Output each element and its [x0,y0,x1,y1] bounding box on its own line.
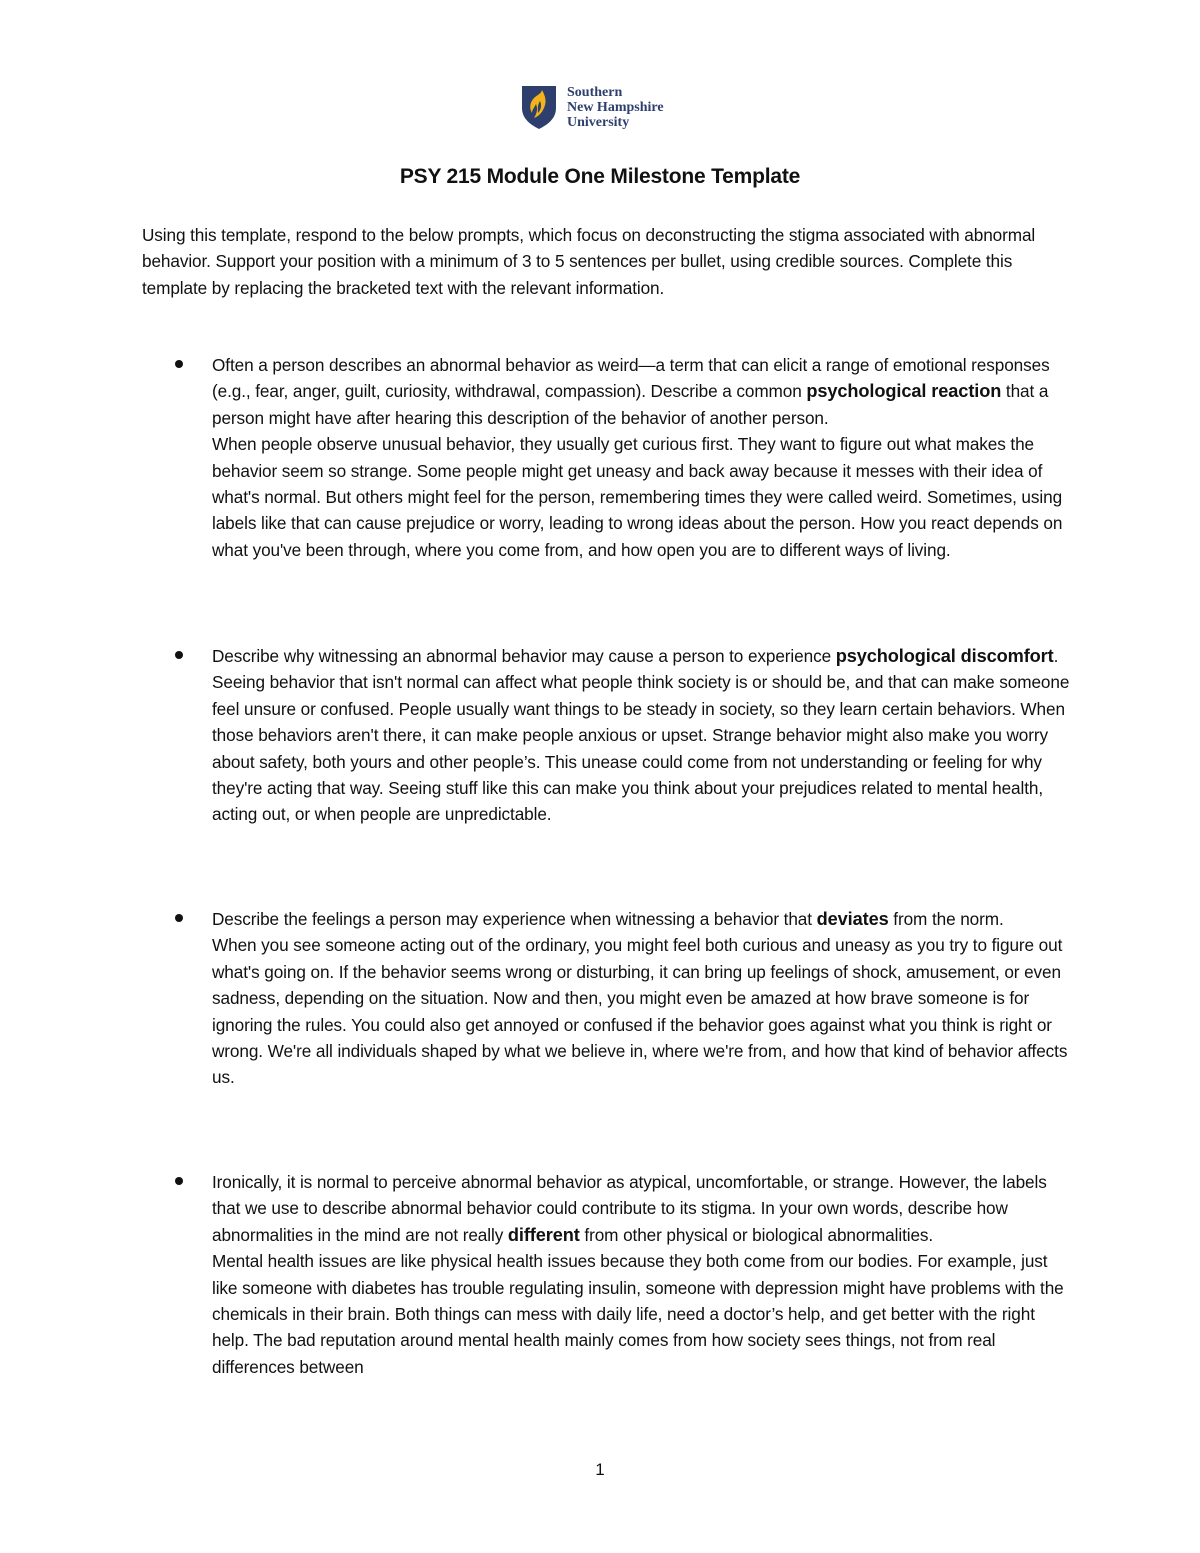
bullet-prompt: Often a person describes an abnormal behavior as weird—a term that can elicit a range of emotional responses (e.g., fear, anger, guilt, curiosity, withdrawal, compassion). Describe a common psychological reaction that a person might have after hearing this description of the behavior of another person. [212,355,1050,428]
bullet-prompt: Describe why witnessing an abnormal behavior may cause a person to experience psychological discomfort. [212,646,1059,666]
bullet-item [212,352,1070,563]
bullet-item [212,643,1070,828]
bullet-response: When people observe unusual behavior, they usually get curious first. They want to figure out what makes the behavior seem so strange. Some people might get uneasy and back away because it messes with their idea of what's normal. But others might feel for the person, remembering times they were called weird. Sometimes, using labels like that can cause prejudice or worry, leading to wrong ideas about the person. How you react depends on what you've been through, where you come from, and how open you are to different ways of living. [212,434,1063,560]
prompt-keyword: psychological reaction [806,381,1002,402]
page-title: PSY 215 Module One Milestone Template [399,165,801,188]
bullet-dot [175,1177,183,1185]
logo-line-1: Southern [567,85,623,100]
prompt-keyword: psychological discomfort [835,646,1054,666]
bullet-prompt: Ironically, it is normal to perceive abnormal behavior as atypical, uncomfortable, or strange. However, the labels that we use to describe abnormal behavior could contribute to its stigma. In your own words, describe how abnormalities in the mind are not really different from other physical or biological abnormalities. [212,1172,1047,1245]
page-number: 1 [595,1460,605,1479]
intro-paragraph: Using this template, respond to the below prompts, which focus on deconstructing the stigma associated with abnormal behavior. Support your position with a minimum of 3 to 5 sentences per bullet, using credible sources. Complete this template by replacing the bracketed text with the relevant information. [142,225,1036,298]
bullet-item [212,1169,1070,1380]
logo-line-2: New Hampshire [567,100,664,115]
university-logo [520,84,664,130]
bullet-item [212,906,1070,1091]
bullet-response: When you see someone acting out of the ordinary, you might feel both curious and uneasy as you try to figure out what's going on. If the behavior seems wrong or disturbing, it can bring up feelings of shock, amusement, or even sadness, depending on the situation. Now and then, you might even be amazed at how brave someone is for ignoring the rules. You could also get annoyed or confused if the behavior goes against what you think is right or wrong. We're all individuals shaped by what we believe in, where we're from, and how that kind of behavior affects us. [212,935,1068,1088]
bullet-dot [175,651,183,659]
shield-flame-icon [520,84,558,130]
bullet-response: Mental health issues are like physical health issues because they both come from our bodies. For example, just like someone with diabetes has trouble regulating insulin, someone with depression might have problems with the chemicals in their brain. Both things can mess with daily life, need a doctor’s help, and get better with the right help. The bad reputation around mental health mainly comes from how society sees things, not from real differences between [212,1251,1064,1377]
bullet-dot [175,914,183,922]
prompt-keyword: different [507,1224,580,1245]
bullet-response: Seeing behavior that isn't normal can affect what people think society is or should be, and that can make someone feel unsure or confused. People usually want things to be steady in society, so they learn certain behaviors. When those behaviors aren't there, it can make people anxious or upset. Strange behavior might also make you worry about safety, both yours and other people’s. This unease could come from not understanding or feeling for why they're acting that way. Seeing stuff like this can make you think about your prejudices related to mental health, acting out, or when people are unpredictable. [212,672,1070,825]
bullet-prompt: Describe the feelings a person may experience when witnessing a behavior that deviates from the norm. [212,909,1004,929]
prompt-keyword: deviates [816,909,889,929]
logo-line-3: University [567,115,630,130]
bullet-dot [175,360,183,368]
